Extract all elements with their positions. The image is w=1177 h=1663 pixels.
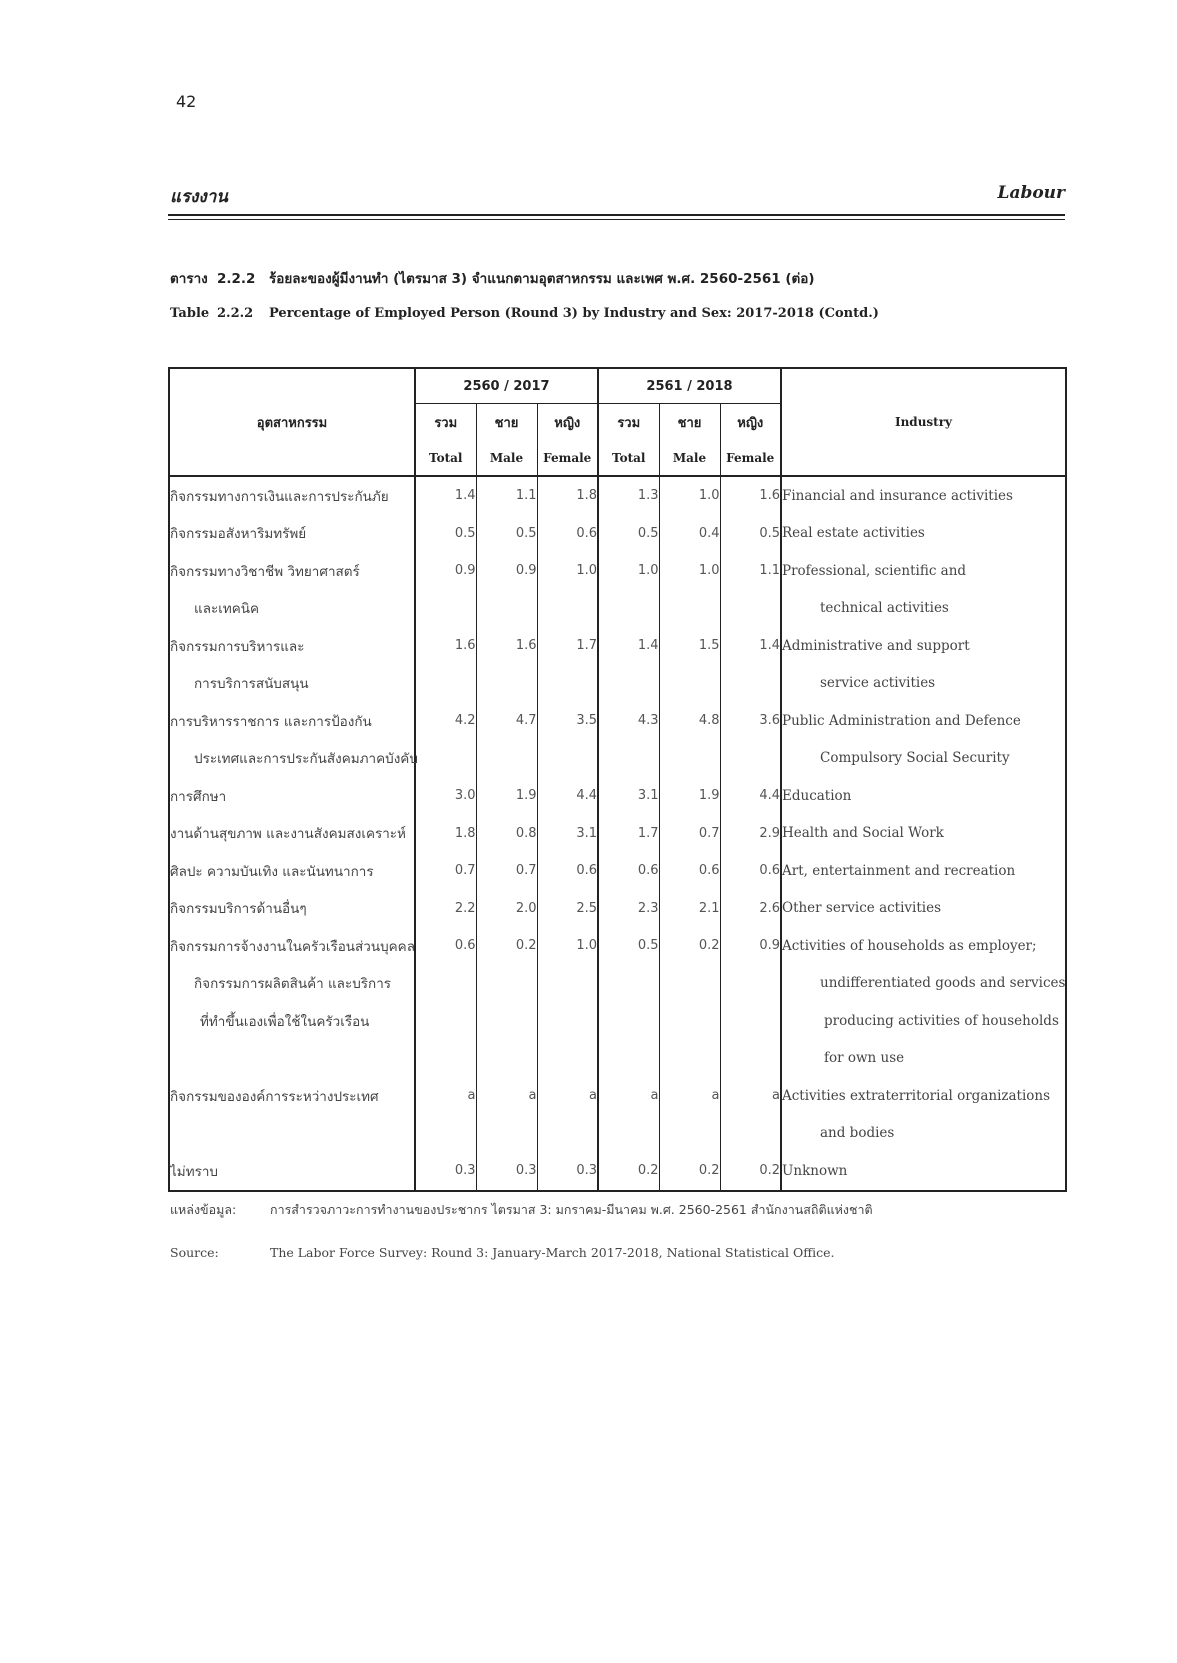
value-cell — [476, 740, 537, 778]
source-text-thai: การสำรวจภาวะการทำงานของประชากร ไตรมาส 3: มกราคม-มีนาคม พ.ศ. 2560-2561 สำนักงานสถิติแห่งชาติ — [270, 1202, 873, 1217]
value-cell — [598, 552, 659, 590]
percentage-value: 1.9 — [698, 788, 720, 804]
percentage-value: 4.2 — [454, 713, 476, 729]
header-year-2018: 2561 / 2018 — [598, 368, 781, 404]
value-cell — [598, 890, 659, 928]
value-cell — [537, 515, 598, 553]
percentage-value: 2.1 — [698, 900, 720, 916]
value-cell — [476, 665, 537, 703]
value-cell — [415, 552, 476, 590]
value-cell — [537, 740, 598, 778]
header-rule-thick — [168, 214, 1065, 216]
percentage-value: 0.2 — [698, 938, 720, 954]
value-cell — [537, 552, 598, 590]
table-row — [169, 1077, 1066, 1115]
value-cell — [598, 476, 659, 515]
header-female-thai: หญิง — [537, 404, 598, 442]
value-cell — [476, 890, 537, 928]
header-male-thai: ชาย — [476, 404, 537, 442]
percentage-value: 0.2 — [698, 1163, 720, 1179]
value-cell — [476, 702, 537, 740]
value-cell — [415, 1002, 476, 1040]
percentage-value: 0.2 — [759, 1163, 780, 1179]
industry-name-english: for own use — [781, 1040, 1066, 1078]
caption-label-thai: ตาราง — [170, 271, 208, 287]
table-caption-thai — [170, 267, 815, 289]
percentage-value: 0.8 — [515, 825, 537, 841]
percentage-value: 4.4 — [576, 788, 597, 804]
percentage-value: 0.3 — [515, 1163, 537, 1179]
percentage-value: 1.6 — [759, 488, 780, 504]
header-total-thai: รวม — [415, 404, 476, 442]
value-cell — [659, 665, 720, 703]
percentage-value: 2.2 — [454, 900, 476, 916]
percentage-value: 0.6 — [576, 525, 597, 541]
section-title-english: Labour — [997, 183, 1065, 203]
value-cell — [659, 702, 720, 740]
percentage-value: 0.9 — [759, 938, 780, 954]
industry-name-thai: กิจกรรมทางการเงินและการประกันภัย — [170, 488, 389, 505]
industry-name-english: Compulsory Social Security — [781, 740, 1066, 778]
value-cell — [415, 627, 476, 665]
value-cell — [415, 852, 476, 890]
percentage-value: 1.4 — [637, 638, 659, 654]
industry-name-thai: กิจกรรมการจ้างงานในครัวเรือนส่วนบุคคล — [170, 938, 415, 955]
percentage-value: 0.6 — [698, 863, 720, 879]
percentage-value: 4.7 — [515, 713, 537, 729]
value-cell — [415, 777, 476, 815]
value-cell — [598, 965, 659, 1003]
percentage-value: 0.4 — [698, 525, 720, 541]
caption-label-english: Table — [170, 306, 210, 321]
percentage-value: 1.7 — [576, 638, 597, 654]
value-cell — [476, 965, 537, 1003]
table-row — [169, 777, 1066, 815]
value-cell — [720, 965, 781, 1003]
percentage-value: 1.6 — [454, 638, 476, 654]
value-cell — [598, 515, 659, 553]
industry-name-english: Activities extraterritorial organizations — [781, 1077, 1066, 1115]
percentage-value: 3.0 — [454, 788, 476, 804]
value-cell — [720, 590, 781, 628]
industry-name-english: Administrative and support — [781, 627, 1066, 665]
value-cell — [659, 890, 720, 928]
table-row — [169, 1002, 1066, 1040]
percentage-value: 0.7 — [698, 825, 720, 841]
value-cell — [598, 702, 659, 740]
value-cell — [659, 1152, 720, 1191]
percentage-value: 3.1 — [576, 825, 597, 841]
industry-name-thai: งานด้านสุขภาพ และงานสังคมสงเคราะห์ — [170, 826, 406, 843]
table-row — [169, 476, 1066, 515]
industry-name-english: Other service activities — [781, 890, 1066, 928]
value-cell — [537, 890, 598, 928]
header-industry-english: Industry — [781, 368, 1066, 476]
table-row — [169, 852, 1066, 890]
industry-name-thai — [169, 1115, 415, 1153]
percentage-value: a — [650, 1088, 659, 1104]
source-note-english — [170, 1245, 834, 1260]
industry-name-english: technical activities — [781, 590, 1066, 628]
value-cell — [415, 702, 476, 740]
value-cell — [415, 927, 476, 965]
percentage-value: 1.0 — [576, 563, 597, 579]
industry-name-thai: กิจกรรมการผลิตสินค้า และบริการ — [194, 976, 392, 993]
percentage-value: 1.0 — [698, 563, 720, 579]
employment-table — [168, 367, 1067, 1192]
value-cell — [598, 1040, 659, 1078]
header-female-thai: หญิง — [720, 404, 781, 442]
value-cell — [598, 740, 659, 778]
value-cell — [415, 1115, 476, 1153]
value-cell — [415, 890, 476, 928]
percentage-value: 1.0 — [637, 563, 659, 579]
header-total-english: Total — [415, 441, 476, 476]
percentage-value: 1.1 — [759, 563, 780, 579]
industry-name-thai: ประเทศและการประกันสังคมภาคบังคับ — [194, 751, 418, 768]
table-row — [169, 515, 1066, 553]
value-cell — [720, 476, 781, 515]
value-cell — [415, 476, 476, 515]
industry-name-english: undifferentiated goods and services — [781, 965, 1066, 1003]
value-cell — [537, 1002, 598, 1040]
header-female-english: Female — [537, 441, 598, 476]
percentage-value: 4.4 — [759, 788, 780, 804]
percentage-value: 1.0 — [576, 938, 597, 954]
value-cell — [720, 515, 781, 553]
source-text-english: The Labor Force Survey: Round 3: January-March 2017-2018, National Statistical Office. — [270, 1245, 835, 1260]
value-cell — [598, 1002, 659, 1040]
value-cell — [720, 815, 781, 853]
industry-name-thai: การบริหารราชการ และการป้องกัน — [170, 713, 372, 730]
value-cell — [598, 627, 659, 665]
value-cell — [659, 927, 720, 965]
industry-name-english: Art, entertainment and recreation — [781, 852, 1066, 890]
industry-name-thai: กิจกรรมขององค์การระหว่างประเทศ — [170, 1088, 379, 1105]
value-cell — [659, 740, 720, 778]
value-cell — [476, 815, 537, 853]
percentage-value: 1.4 — [454, 488, 476, 504]
table-row — [169, 815, 1066, 853]
industry-name-thai: การศึกษา — [170, 788, 227, 805]
percentage-value: a — [772, 1088, 780, 1104]
table-caption-english — [170, 305, 879, 321]
percentage-value: 0.7 — [454, 863, 476, 879]
value-cell — [415, 590, 476, 628]
industry-name-thai: กิจกรรมบริการด้านอื่นๆ — [170, 901, 307, 918]
value-cell — [415, 1077, 476, 1115]
value-cell — [537, 1040, 598, 1078]
percentage-value: 0.6 — [759, 863, 780, 879]
percentage-value: 1.8 — [576, 488, 597, 504]
industry-name-thai: และเทคนิค — [194, 601, 260, 618]
value-cell — [720, 1115, 781, 1153]
value-cell — [720, 1040, 781, 1078]
percentage-value: 1.6 — [515, 638, 537, 654]
value-cell — [537, 852, 598, 890]
percentage-value: 0.5 — [515, 525, 537, 541]
header-total-thai: รวม — [598, 404, 659, 442]
header-year-2017: 2560 / 2017 — [415, 368, 598, 404]
value-cell — [720, 1152, 781, 1191]
value-cell — [720, 1077, 781, 1115]
percentage-value: 1.4 — [759, 638, 780, 654]
percentage-value: 2.3 — [637, 900, 659, 916]
industry-name-english: Real estate activities — [781, 515, 1066, 553]
percentage-value: 4.8 — [698, 713, 720, 729]
value-cell — [598, 927, 659, 965]
value-cell — [415, 815, 476, 853]
value-cell — [659, 476, 720, 515]
table-row — [169, 590, 1066, 628]
percentage-value: 0.9 — [515, 563, 537, 579]
source-label-thai: แหล่งข้อมูล: — [170, 1202, 237, 1217]
value-cell — [659, 1077, 720, 1115]
value-cell — [415, 1040, 476, 1078]
header-rule-thin — [168, 219, 1065, 220]
value-cell — [659, 515, 720, 553]
industry-name-english: Professional, scientific and — [781, 552, 1066, 590]
percentage-value: 0.2 — [637, 1163, 659, 1179]
value-cell — [659, 852, 720, 890]
value-cell — [537, 1077, 598, 1115]
value-cell — [476, 627, 537, 665]
percentage-value: 0.6 — [576, 863, 597, 879]
value-cell — [476, 1077, 537, 1115]
percentage-value: a — [467, 1088, 476, 1104]
table-row — [169, 665, 1066, 703]
header-female-english: Female — [720, 441, 781, 476]
table-row — [169, 1040, 1066, 1078]
value-cell — [720, 740, 781, 778]
value-cell — [659, 627, 720, 665]
industry-name-english: Financial and insurance activities — [781, 476, 1066, 515]
percentage-value: 2.6 — [759, 900, 780, 916]
caption-title-thai: ร้อยละของผู้มีงานทำ (ไตรมาส 3) จำแนกตามอุตสาหกรรม และเพศ พ.ศ. 2560-2561 (ต่อ) — [269, 271, 815, 287]
industry-name-english: and bodies — [781, 1115, 1066, 1153]
value-cell — [476, 1152, 537, 1191]
industry-name-thai: ที่ทำขึ้นเองเพื่อใช้ในครัวเรือน — [200, 1013, 370, 1030]
value-cell — [415, 515, 476, 553]
value-cell — [476, 852, 537, 890]
percentage-value: 0.5 — [759, 525, 780, 541]
value-cell — [476, 1115, 537, 1153]
value-cell — [659, 1115, 720, 1153]
percentage-value: a — [528, 1088, 537, 1104]
percentage-value: 0.6 — [637, 863, 659, 879]
source-label-english: Source: — [170, 1245, 219, 1260]
value-cell — [476, 590, 537, 628]
percentage-value: 1.5 — [698, 638, 720, 654]
value-cell — [476, 777, 537, 815]
percentage-value: 0.5 — [454, 525, 476, 541]
industry-name-thai: ไม่ทราบ — [170, 1163, 218, 1180]
industry-name-thai — [169, 1040, 415, 1078]
value-cell — [537, 476, 598, 515]
value-cell — [659, 965, 720, 1003]
value-cell — [720, 665, 781, 703]
value-cell — [720, 702, 781, 740]
industry-name-english: service activities — [781, 665, 1066, 703]
value-cell — [415, 1152, 476, 1191]
industry-name-english: Unknown — [781, 1152, 1066, 1191]
section-title-thai: แรงงาน — [170, 187, 228, 207]
percentage-value: 2.9 — [759, 825, 780, 841]
value-cell — [720, 852, 781, 890]
value-cell — [537, 1152, 598, 1191]
percentage-value: 0.9 — [454, 563, 476, 579]
value-cell — [659, 590, 720, 628]
industry-name-english: Health and Social Work — [781, 815, 1066, 853]
value-cell — [598, 852, 659, 890]
percentage-value: 1.8 — [454, 825, 476, 841]
percentage-value: 1.9 — [515, 788, 537, 804]
source-note-thai — [170, 1200, 873, 1220]
percentage-value: 2.0 — [515, 900, 537, 916]
value-cell — [476, 1040, 537, 1078]
industry-name-english: Public Administration and Defence — [781, 702, 1066, 740]
industry-name-english: Education — [781, 777, 1066, 815]
value-cell — [598, 777, 659, 815]
percentage-value: 1.7 — [637, 825, 659, 841]
value-cell — [537, 627, 598, 665]
percentage-value: 0.5 — [637, 938, 659, 954]
value-cell — [537, 965, 598, 1003]
percentage-value: 1.1 — [515, 488, 537, 504]
value-cell — [720, 627, 781, 665]
percentage-value: 1.3 — [637, 488, 659, 504]
industry-name-thai: กิจกรรมทางวิชาชีพ วิทยาศาสตร์ — [170, 563, 360, 580]
value-cell — [598, 665, 659, 703]
table-row — [169, 1115, 1066, 1153]
percentage-value: 1.0 — [698, 488, 720, 504]
percentage-value: 0.3 — [454, 1163, 476, 1179]
percentage-value: 0.2 — [515, 938, 537, 954]
caption-title-english: Percentage of Employed Person (Round 3) by Industry and Sex: 2017-2018 (Contd.) — [269, 306, 879, 321]
industry-name-thai: กิจกรรมการบริหารและ — [170, 638, 305, 655]
value-cell — [659, 1002, 720, 1040]
percentage-value: 2.5 — [576, 900, 597, 916]
table-row — [169, 552, 1066, 590]
table-row — [169, 927, 1066, 965]
value-cell — [476, 927, 537, 965]
value-cell — [537, 665, 598, 703]
industry-name-english: Activities of households as employer; — [781, 927, 1066, 965]
value-cell — [659, 777, 720, 815]
table-row — [169, 702, 1066, 740]
percentage-value: 0.3 — [576, 1163, 597, 1179]
value-cell — [537, 1115, 598, 1153]
value-cell — [720, 927, 781, 965]
percentage-value: a — [589, 1088, 597, 1104]
value-cell — [537, 927, 598, 965]
value-cell — [598, 1115, 659, 1153]
percentage-value: 0.7 — [515, 863, 537, 879]
value-cell — [720, 777, 781, 815]
value-cell — [415, 740, 476, 778]
value-cell — [720, 552, 781, 590]
value-cell — [476, 1002, 537, 1040]
value-cell — [476, 515, 537, 553]
value-cell — [659, 815, 720, 853]
percentage-value: 3.5 — [576, 713, 597, 729]
table-row — [169, 890, 1066, 928]
table-row — [169, 740, 1066, 778]
percentage-value: a — [711, 1088, 720, 1104]
caption-number-thai: 2.2.2 — [217, 271, 256, 287]
header-total-english: Total — [598, 441, 659, 476]
value-cell — [720, 890, 781, 928]
value-cell — [476, 476, 537, 515]
value-cell — [537, 815, 598, 853]
industry-name-thai: การบริการสนับสนุน — [194, 676, 309, 693]
value-cell — [598, 590, 659, 628]
value-cell — [415, 965, 476, 1003]
percentage-value: 3.6 — [759, 713, 780, 729]
industry-name-thai: ศิลปะ ความบันเทิง และนันทนาการ — [170, 863, 374, 880]
header-male-english: Male — [476, 441, 537, 476]
table-row — [169, 1152, 1066, 1191]
table-row — [169, 627, 1066, 665]
value-cell — [476, 552, 537, 590]
value-cell — [598, 815, 659, 853]
percentage-value: 0.5 — [637, 525, 659, 541]
percentage-value: 3.1 — [637, 788, 659, 804]
industry-name-thai: กิจกรรมอสังหาริมทรัพย์ — [170, 526, 307, 543]
percentage-value: 0.6 — [454, 938, 476, 954]
header-industry-thai: อุตสาหกรรม — [169, 368, 415, 476]
value-cell — [537, 777, 598, 815]
table-row — [169, 965, 1066, 1003]
percentage-value: 4.3 — [637, 713, 659, 729]
value-cell — [537, 702, 598, 740]
value-cell — [537, 590, 598, 628]
header-male-thai: ชาย — [659, 404, 720, 442]
header-male-english: Male — [659, 441, 720, 476]
value-cell — [598, 1077, 659, 1115]
page-number: 42 — [176, 92, 197, 111]
value-cell — [720, 1002, 781, 1040]
caption-number-english: 2.2.2 — [217, 306, 254, 321]
industry-name-english: producing activities of households — [781, 1002, 1066, 1040]
value-cell — [598, 1152, 659, 1191]
value-cell — [415, 665, 476, 703]
value-cell — [659, 1040, 720, 1078]
value-cell — [659, 552, 720, 590]
